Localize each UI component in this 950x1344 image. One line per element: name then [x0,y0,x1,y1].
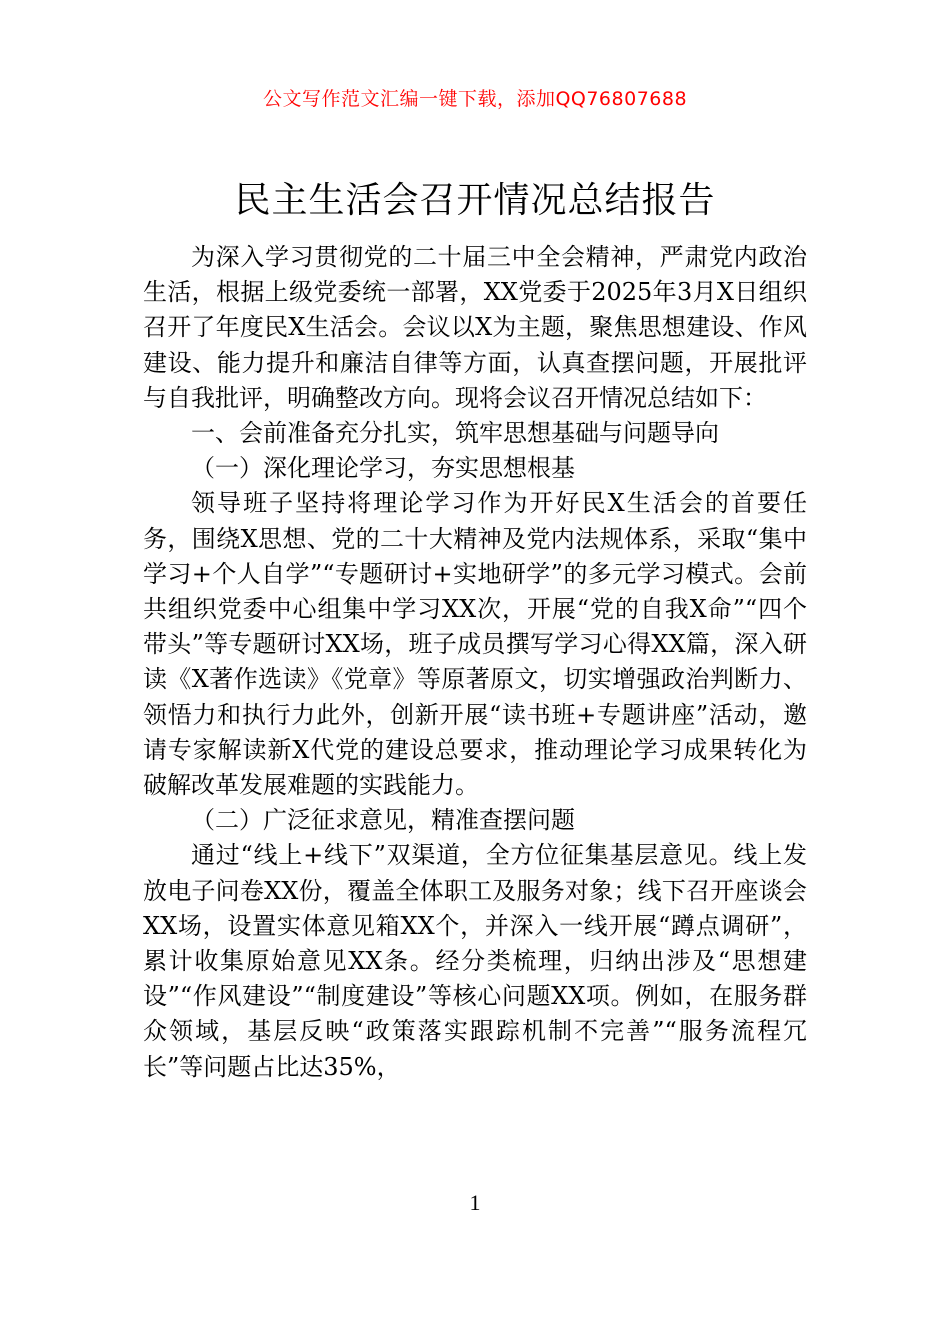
body-paragraph: 领导班子坚持将理论学习作为开好民X生活会的首要任务，围绕X思想、党的二十大精神及党内法规体系，采取“集中学习+个人自学”“专题研讨+实地研学”的多元学习模式。会前共组织党委中心组集中学习XX次，开展“党的自我X命”“四个带头”等专题研讨XX场，班子成员撰写学习心得XX篇，深入研读《X著作选读》《党章》等原著原文，切实增强政治判断力、领悟力和执行力此外，创新开展“读书班+专题讲座”活动，邀请专家解读新X代党的建设总要求，推动理论学习成果转化为破解改革发展难题的实践能力。 [143,489,807,800]
body-paragraph: 通过“线上+线下”双渠道，全方位征集基层意见。线上发放电子问卷XX份，覆盖全体职工及服务对象；线下召开座谈会XX场，设置实体意见箱XX个，并深入一线开展“蹲点调研”，累计收集原始意见XX条。经分类梳理，归纳出涉及“思想建设”“作风建设”“制度建设”等核心问题XX项。例如，在服务群众领域，基层反映“政策落实跟踪机制不完善”“服务流程冗长”等问题占比达35%， [143,841,807,1081]
page-number: 1 [469,1190,481,1215]
document-body [143,240,807,1085]
section-heading-1: 一、会前准备充分扎实，筑牢思想基础与问题导向 [191,419,719,448]
subsection-heading-1: （一）深化理论学习，夯实思想根基 [191,454,575,483]
subsection-heading-2: （二）广泛征求意见，精准查摆问题 [191,806,575,835]
document-title: 民主生活会召开情况总结报告 [234,180,716,221]
promo-banner: 公文写作范文汇编一键下载，添加QQ76807688 [262,88,688,110]
intro-paragraph: 为深入学习贯彻党的二十届三中全会精神，严肃党内政治生活，根据上级党委统一部署，XX党委于2025年3月X日组织召开了年度民X生活会。会议以X为主题，聚焦思想建设、作风建设、能力提升和廉洁自律等方面，认真查摆问题，开展批评与自我批评，明确整改方向。现将会议召开情况总结如下： [143,243,807,412]
